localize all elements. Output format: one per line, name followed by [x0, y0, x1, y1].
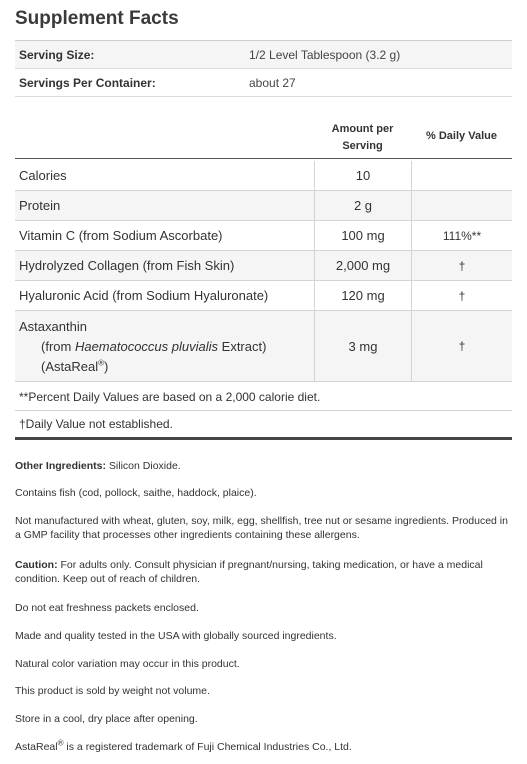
table-row — [15, 311, 512, 382]
color-variation-note: Natural color variation may occur in this product. — [15, 658, 240, 670]
nutrient-daily-value: 111%** — [411, 221, 512, 250]
panel-bottom-rule — [15, 437, 512, 440]
nutrient-name: Vitamin C (from Sodium Ascorbate) — [19, 228, 223, 243]
nutrient-daily-value — [411, 191, 512, 220]
astaxanthin-source — [19, 337, 314, 357]
nutrient-amount: 3 mg — [314, 311, 411, 381]
nutrient-amount: 10 — [314, 161, 411, 190]
supplement-facts-title: Supplement Facts — [15, 8, 179, 29]
nutrient-table-header — [15, 119, 512, 159]
serving-size-row — [15, 41, 512, 69]
trademark-note — [15, 740, 512, 754]
nutrient-amount: 120 mg — [314, 281, 411, 310]
other-ingredients-label: Other Ingredients: — [15, 460, 107, 472]
percent-dv-footnote: **Percent Daily Values are based on a 2,000 calorie diet. — [19, 390, 321, 404]
nutrient-name: Hydrolyzed Collagen (from Fish Skin) — [19, 258, 235, 273]
brand-name: (AstaReal — [41, 359, 99, 374]
source-prefix: (from — [41, 339, 75, 354]
dagger-footnote: †Daily Value not established. — [19, 417, 173, 431]
amount-header-line2: Serving — [342, 140, 383, 152]
allergen-statement: Not manufactured with wheat, gluten, soy, milk, egg, shellfish, tree nut or sesame ingredients. Produced in a GMP facility that processes other ingredients containing these allergens. — [15, 515, 508, 541]
trademark-text: is a registered trademark of Fuji Chemical Industries Co., Ltd. — [63, 741, 352, 753]
servings-per-container-value: about 27 — [249, 75, 296, 90]
sold-by-weight-note: This product is sold by weight not volume. — [15, 685, 210, 697]
freshness-packets-note: Do not eat freshness packets enclosed. — [15, 602, 199, 614]
nutrient-daily-value: † — [411, 281, 512, 310]
table-row — [15, 161, 512, 191]
table-row — [15, 191, 512, 221]
nutrient-name: Calories — [19, 168, 67, 183]
source-species: Haematococcus pluvialis — [74, 339, 219, 354]
amount-per-serving-header — [314, 119, 411, 158]
nutrient-daily-value: † — [411, 311, 512, 381]
caution-label: Caution: — [15, 559, 58, 571]
table-row — [15, 251, 512, 281]
nutrient-amount: 100 mg — [314, 221, 411, 250]
daily-value-header: % Daily Value — [426, 130, 497, 142]
nutrient-table — [15, 161, 512, 382]
nutrient-daily-value — [411, 161, 512, 190]
brand-close: ) — [103, 359, 109, 374]
amount-header-line1: Amount per — [331, 123, 394, 135]
trademark-reg-mark: ® — [57, 738, 64, 748]
other-ingredients — [15, 459, 512, 473]
other-ingredients-text: Silicon Dioxide. — [106, 460, 181, 472]
nutrient-name: Hyaluronic Acid (from Sodium Hyaluronate) — [19, 288, 269, 303]
nutrient-amount: 2 g — [314, 191, 411, 220]
registered-mark: ® — [98, 358, 104, 368]
servings-per-container-row — [15, 69, 512, 97]
made-in-usa-note: Made and quality tested in the USA with globally sourced ingredients. — [15, 630, 337, 642]
nutrient-name: Protein — [19, 198, 61, 213]
fish-allergen-note: Contains fish (cod, pollock, saithe, haddock, plaice). — [15, 487, 257, 499]
source-suffix: Extract) — [218, 339, 267, 354]
trademark-brand: AstaReal — [15, 741, 58, 753]
table-row — [15, 221, 512, 251]
nutrient-amount: 2,000 mg — [314, 251, 411, 280]
nutrient-daily-value: † — [411, 251, 512, 280]
serving-size-value: 1/2 Level Tablespoon (3.2 g) — [249, 47, 401, 62]
footnote-divider — [15, 410, 512, 411]
astaxanthin-brand — [19, 357, 314, 377]
astaxanthin-label: Astaxanthin — [19, 319, 87, 334]
caution-statement — [15, 558, 512, 586]
astaxanthin-name — [15, 311, 314, 381]
serving-size-label: Serving Size: — [19, 47, 95, 62]
serving-info-table — [15, 40, 512, 97]
caution-text: For adults only. Consult physician if pregnant/nursing, taking medication, or have a medical condition. Keep out of reach of children. — [15, 559, 483, 585]
header-spacer — [15, 119, 314, 158]
servings-per-container-label: Servings Per Container: — [19, 75, 156, 90]
storage-note: Store in a cool, dry place after opening. — [15, 713, 198, 725]
table-row — [15, 281, 512, 311]
